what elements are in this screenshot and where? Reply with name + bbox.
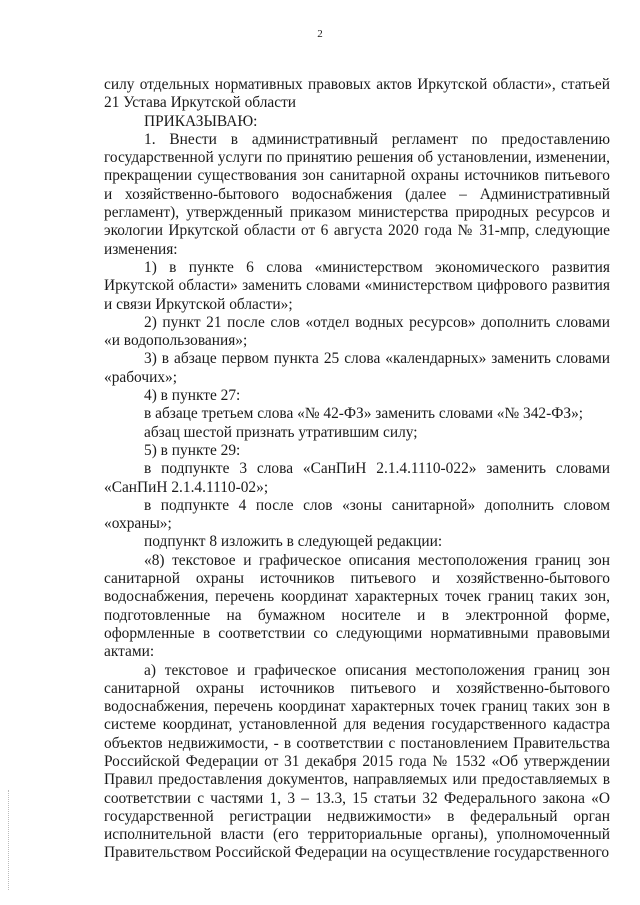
document-body <box>104 76 610 863</box>
paragraph: подпункт 8 изложить в следующей редакции: <box>144 533 443 551</box>
paragraph: в подпункте 3 слова «СанПиН 2.1.4.1110-022» заменить словами «СанПиН 2.1.4.1110-02»; <box>104 460 610 496</box>
paragraph: в подпункте 4 после слов «зоны санитарной» дополнить словом «охраны»; <box>104 496 610 533</box>
scan-edge-mark <box>8 790 10 890</box>
paragraph: 5) в пункте 29: <box>144 441 241 459</box>
order-heading: ПРИКАЗЫВАЮ: <box>144 112 258 130</box>
paragraph: абзац шестой признать утратившим силу; <box>144 423 418 441</box>
paragraph: силу отдельных нормативных правовых актов Иркутской области», статьей 21 Устава Иркутской области <box>104 76 610 112</box>
paragraph: а) текстовое и графическое описания местоположения границ зон санитарной охраны источников питьевого и хозяйственно-бытового водоснабжения, перечень координат характерных точек границ таких зон в системе координат, установленной для ведения государственного кадастра объектов недвижимости, - в соответствии с постановлением Правительства Российской Федерации от 31 декабря 2015 года № 1532 «Об утверждении Правил предоставления документов, направляемых или предоставляемых в соответствии с частями 1, 3 – 13.3, 15 статьи 32 Федерального закона «О государственной регистрации недвижимости» в федеральный орган исполнительной власти (его территориальные органы), уполномоченный Правительством Российской Федерации на осуществление государственного <box>104 661 610 862</box>
paragraph: 3) в абзаце первом пункта 25 слова «календарных» заменить словами «рабочих»; <box>104 350 610 386</box>
page-number: 2 <box>317 28 323 40</box>
paragraph: 4) в пункте 27: <box>144 387 241 405</box>
paragraph: 1. Внести в административный регламент по предоставлению государственной услуги по принятию решения об установлении, изменении, прекращении существования зон санитарной охраны источников питьевого и хозяйственно-бытового водоснабжения (далее – Административный регламент), утвержденный приказом министерства природных ресурсов и экологии Иркутской области от 6 августа 2020 года № 31-мпр, следующие изменения: <box>104 130 610 258</box>
paragraph: в абзаце третьем слова «№ 42-ФЗ» заменить словами «№ 342-ФЗ»; <box>144 405 584 423</box>
paragraph: 2) пункт 21 после слов «отдел водных ресурсов» дополнить словами «и водопользования»; <box>104 313 610 350</box>
paragraph: 1) в пункте 6 слова «министерством экономического развития Иркутской области» заменить словами «министерством цифрового развития и связи Иркутской области»; <box>104 258 610 313</box>
paragraph: «8) текстовое и графическое описания местоположения границ зон санитарной охраны источников питьевого и хозяйственно-бытового водоснабжения, перечень координат характерных точек границ таких зон, подготовленные на бумажном носителе и в электронной форме, оформленные в соответствии со следующими нормативными правовыми актами: <box>104 551 610 661</box>
